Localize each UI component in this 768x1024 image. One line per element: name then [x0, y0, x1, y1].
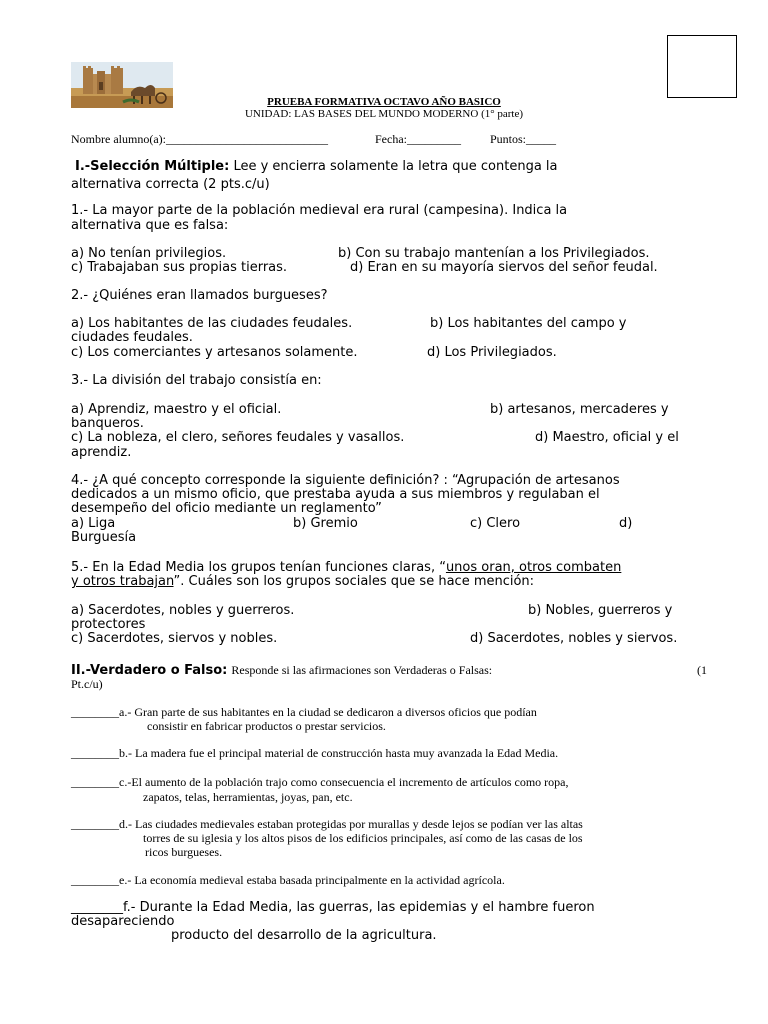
- answer-blank[interactable]: ________: [71, 746, 119, 760]
- statement-text: d.- Las ciudades medievales estaban protegidas por murallas y desde lejos se podían ver las altas: [119, 817, 583, 831]
- score-box: [667, 35, 737, 98]
- tf-item-c: [71, 775, 569, 789]
- tf-item-b: [71, 746, 558, 760]
- question-5-option-c[interactable]: c) Sacerdotes, siervos y nobles.: [71, 631, 278, 646]
- section2-heading: II.-Verdadero o Falso:: [71, 663, 228, 678]
- section1-line1: [75, 159, 558, 174]
- question-2-option-a[interactable]: a) Los habitantes de las ciudades feudales.: [71, 316, 353, 331]
- question-3-option-a[interactable]: a) Aprendiz, maestro y el oficial.: [71, 402, 282, 417]
- question-3-option-d-cont: aprendiz.: [71, 445, 132, 460]
- question-3-option-d[interactable]: d) Maestro, oficial y el: [535, 430, 679, 445]
- question-1-line2: alternativa que es falsa:: [71, 218, 229, 233]
- question-3-option-b-cont: banqueros.: [71, 416, 144, 431]
- question-5-line2: [71, 574, 534, 589]
- question-5-option-a[interactable]: a) Sacerdotes, nobles y guerreros.: [71, 603, 295, 618]
- section2-points-cont: Pt.c/u): [71, 677, 103, 691]
- statement-text: e.- La economía medieval estaba basada principalmente en la actividad agrícola.: [119, 873, 505, 887]
- answer-blank[interactable]: ________: [71, 900, 123, 915]
- statement-text: a.- Gran parte de sus habitantes en la ciudad se dedicaron a diversos oficios que podían: [119, 705, 537, 719]
- question-4-option-b[interactable]: b) Gremio: [293, 516, 358, 531]
- answer-blank[interactable]: ________: [71, 873, 119, 887]
- section2-instruction: Responde si las afirmaciones son Verdaderas o Falsas:: [231, 663, 493, 677]
- section1-heading: I.-Selección Múltiple:: [75, 159, 230, 174]
- question-4-option-d-cont: Burguesía: [71, 530, 137, 545]
- question-1-line1: 1.- La mayor parte de la población medieval era rural (campesina). Indica la: [71, 203, 568, 218]
- question-3-option-b[interactable]: b) artesanos, mercaderes y: [490, 402, 669, 417]
- tf-item-d: [71, 817, 583, 831]
- question-2-option-d[interactable]: d) Los Privilegiados.: [427, 345, 557, 360]
- section1-instruction: Lee y encierra solamente la letra que contenga la: [233, 159, 558, 174]
- question-2-option-c[interactable]: c) Los comerciantes y artesanos solamente.: [71, 345, 358, 360]
- question-4-option-c[interactable]: c) Clero: [470, 516, 521, 531]
- question-5-text-cont: ”. Cuáles son los grupos sociales que se hace mención:: [173, 574, 535, 589]
- section2-points: (1: [697, 663, 707, 677]
- question-1-option-d[interactable]: d) Eran en su mayoría siervos del señor feudal.: [350, 260, 658, 275]
- question-5-option-d[interactable]: d) Sacerdotes, nobles y siervos.: [470, 631, 678, 646]
- section2-line1: [71, 661, 492, 679]
- question-2-option-b[interactable]: b) Los habitantes del campo y: [430, 316, 627, 331]
- page-subtitle: UNIDAD: LAS BASES DEL MUNDO MODERNO (1° parte): [244, 108, 524, 120]
- statement-text: f.- Durante la Edad Media, las guerras, las epidemias y el hambre fueron: [123, 900, 595, 915]
- tf-item-a: [71, 705, 537, 719]
- student-name-field[interactable]: Nombre alumno(a):___________________________: [71, 132, 328, 146]
- statement-text: c.-El aumento de la población trajo como consecuencia el incremento de artículos como ropa,: [119, 775, 569, 789]
- tf-item-f-cont: desapareciendo: [71, 914, 175, 929]
- tf-item-f-cont2: producto del desarrollo de la agricultura.: [171, 928, 437, 943]
- question-4-line1: 4.- ¿A qué concepto corresponde la siguiente definición? : “Agrupación de artesanos: [71, 473, 620, 488]
- question-5-quote-cont: y otros trabajan: [71, 574, 174, 589]
- answer-blank[interactable]: ________: [71, 817, 119, 831]
- question-1-option-a[interactable]: a) No tenían privilegios.: [71, 246, 227, 261]
- question-3-line1: 3.- La división del trabajo consistía en:: [71, 373, 322, 388]
- question-5-option-b[interactable]: b) Nobles, guerreros y: [528, 603, 673, 618]
- question-5-option-b-cont: protectores: [71, 617, 146, 632]
- question-4-line2: dedicados a un mismo oficio, que prestaba ayuda a sus miembros y regulaban el: [71, 487, 600, 502]
- tf-item-a-cont: consistir en fabricar productos o prestar servicios.: [147, 719, 386, 733]
- tf-item-e: [71, 873, 505, 887]
- date-field[interactable]: Fecha:_________: [375, 132, 461, 146]
- tf-item-d-cont: torres de su iglesia y los altos pisos de los edificios principales, así como de las casas de los: [143, 831, 583, 845]
- question-1-option-b[interactable]: b) Con su trabajo mantenían a los Privilegiados.: [338, 246, 650, 261]
- page-title: PRUEBA FORMATIVA OCTAVO AÑO BASICO: [267, 96, 501, 108]
- question-4-line3: desempeño del oficio mediante un reglamento”: [71, 501, 382, 516]
- question-5-text: 5.- En la Edad Media los grupos tenían funciones claras, “: [71, 560, 446, 575]
- tf-item-c-cont: zapatos, telas, herramientas, joyas, pan, etc.: [143, 790, 353, 804]
- tf-item-f: [71, 900, 595, 915]
- answer-blank[interactable]: ________: [71, 775, 119, 789]
- tf-item-d-cont2: ricos burgueses.: [145, 845, 223, 859]
- answer-blank[interactable]: ________: [71, 705, 119, 719]
- points-field[interactable]: Puntos:_____: [490, 132, 557, 146]
- question-4-option-d[interactable]: d): [619, 516, 633, 531]
- question-2-line1: 2.- ¿Quiénes eran llamados burgueses?: [71, 288, 328, 303]
- section1-instruction-cont: alternativa correcta (2 pts.c/u): [71, 177, 270, 192]
- question-1-option-c[interactable]: c) Trabajaban sus propias tierras.: [71, 260, 288, 275]
- statement-text: b.- La madera fue el principal material de construcción hasta muy avanzada la Edad Media.: [119, 746, 559, 760]
- question-5-line1: [71, 560, 621, 575]
- question-4-option-a[interactable]: a) Liga: [71, 516, 116, 531]
- question-5-quote: unos oran, otros combaten: [445, 560, 622, 575]
- question-3-option-c[interactable]: c) La nobleza, el clero, señores feudales y vasallos.: [71, 430, 405, 445]
- question-2-option-b-cont: ciudades feudales.: [71, 330, 193, 345]
